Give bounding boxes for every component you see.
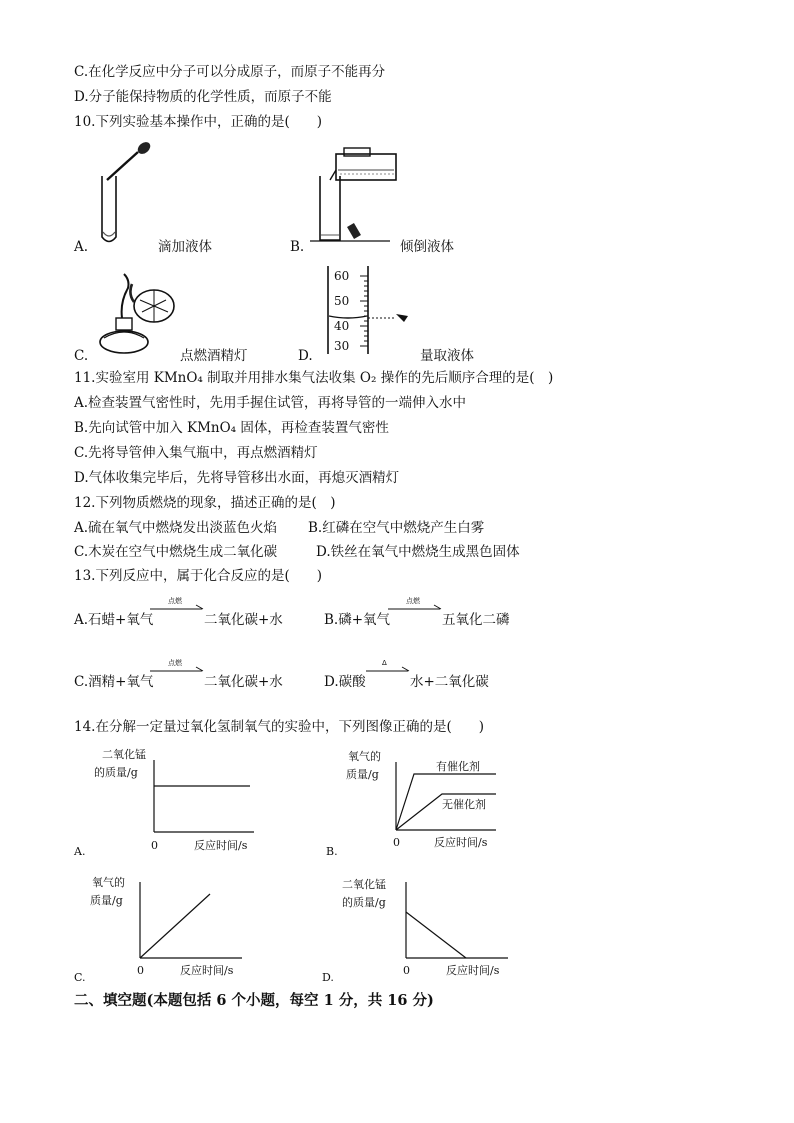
graph-a-ylabel-2: 的质量/g (94, 766, 138, 779)
graph-c-ylabel-2: 质量/g (90, 894, 123, 907)
q9-option-c: C.在化学反应中分子可以分成原子，而原子不能再分 (74, 64, 386, 80)
graph-c-xlabel: 反应时间/s (180, 964, 234, 977)
graph-d-ylabel-1: 二氧化锰 (342, 878, 386, 891)
q11-stem: 11.实验室用 KMnO₄ 制取并用排水集气法收集 O₂ 操作的先后顺序合理的是( ) (74, 370, 554, 386)
q10-a-letter: A. (74, 239, 89, 255)
graph-c-origin: 0 (137, 964, 144, 977)
q12-stem: 12.下列物质燃烧的现象，描述正确的是( ) (74, 495, 336, 511)
q10-a-text: 滴加液体 (158, 239, 212, 255)
q14-graph-d (322, 872, 522, 986)
q11-option-b: B.先向试管中加入 KMnO₄ 固体，再检查装置气密性 (74, 420, 389, 436)
graph-a-xlabel: 反应时间/s (194, 839, 248, 852)
q14-stem: 14.在分解一定量过氧化氢制氧气的实验中，下列图像正确的是( ) (74, 719, 485, 735)
q13-a-right: 二氧化碳+水 (204, 612, 283, 628)
graph-a-origin: 0 (151, 839, 158, 852)
q10-b-letter: B. (290, 239, 305, 255)
q13-d-arrow (366, 658, 412, 678)
graph-b-ylabel-2: 质量/g (346, 768, 379, 781)
q10-d-letter: D. (298, 348, 313, 364)
section-2-heading: 二、填空题(本题包括 6 个小题，每空 1 分，共 16 分) (74, 992, 434, 1009)
graph-c-ylabel-1: 氧气的 (92, 876, 125, 889)
q10-b-text: 倾倒液体 (400, 239, 454, 255)
q13-a-condition: 点燃 (168, 597, 182, 605)
q10-stem: 10.下列实验基本操作中，正确的是( ) (74, 114, 323, 130)
alcohol-lamp-image (98, 272, 182, 362)
graph-b-origin: 0 (393, 836, 400, 849)
graph-b-xlabel: 反应时间/s (434, 836, 488, 849)
q13-d-condition: Δ (382, 659, 387, 667)
graph-d-letter: D. (322, 971, 334, 984)
graph-d-ylabel-2: 的质量/g (342, 896, 386, 909)
graph-d-origin: 0 (403, 964, 410, 977)
cylinder-tick-50: 50 (334, 294, 350, 308)
q13-d-right: 水+二氧化碳 (410, 674, 489, 690)
q10-c-text: 点燃酒精灯 (180, 348, 248, 364)
q13-stem: 13.下列反应中，属于化合反应的是( ) (74, 568, 323, 584)
q14-graph-b (326, 748, 516, 860)
q14-graph-a (74, 742, 274, 862)
q13-b-condition: 点燃 (406, 597, 420, 605)
pouring-liquid-image (310, 148, 402, 248)
q10-c-letter: C. (74, 348, 89, 364)
q11-option-d: D.气体收集完毕后，先将导管移出水面，再熄灭酒精灯 (74, 470, 400, 486)
graph-b-series2-label: 无催化剂 (442, 798, 486, 811)
graph-b-letter: B. (326, 845, 338, 858)
q13-c-condition: 点燃 (168, 659, 182, 667)
q12-option-d: D.铁丝在氧气中燃烧生成黑色固体 (316, 544, 520, 560)
q14-graph-c (74, 870, 274, 986)
graph-a-ylabel-1: 二氧化锰 (102, 748, 146, 761)
q13-c-arrow (150, 658, 206, 678)
graph-d-line (406, 912, 466, 958)
q11-option-a: A.检查装置气密性时，先用手握住试管，再将导管的一端伸入水中 (74, 395, 467, 411)
q13-a-arrow (150, 596, 206, 616)
q12-option-c: C.木炭在空气中燃烧生成二氧化碳 (74, 544, 278, 560)
graph-c-letter: C. (74, 971, 86, 984)
graph-d-xlabel: 反应时间/s (446, 964, 500, 977)
cylinder-tick-30: 30 (334, 339, 350, 353)
graph-b-ylabel-1: 氧气的 (348, 750, 381, 763)
q9-option-d: D.分子能保持物质的化学性质，而原子不能 (74, 89, 332, 105)
q12-option-a: A.硫在氧气中燃烧发出淡蓝色火焰 (74, 520, 278, 536)
q13-b-arrow (388, 596, 444, 616)
q13-a-left: A.石蜡+氧气 (74, 612, 154, 628)
q13-c-left: C.酒精+氧气 (74, 674, 154, 690)
graduated-cylinder-image (326, 264, 416, 356)
q12-option-b: B.红磷在空气中燃烧产生白雾 (308, 520, 485, 536)
q11-option-c: C.先将导管伸入集气瓶中，再点燃酒精灯 (74, 445, 318, 461)
cylinder-tick-40: 40 (334, 319, 350, 333)
graph-a-letter: A. (74, 845, 86, 858)
q10-d-text: 量取液体 (420, 348, 474, 364)
q13-c-right: 二氧化碳+水 (204, 674, 283, 690)
cylinder-tick-60: 60 (334, 269, 350, 283)
q13-b-left: B.磷+氧气 (324, 612, 391, 628)
graph-b-series1-label: 有催化剂 (436, 760, 480, 773)
dropper-test-tube-image (96, 140, 156, 250)
q13-b-right: 五氧化二磷 (442, 612, 510, 628)
graph-c-line (140, 894, 210, 958)
q13-d-left: D.碳酸 (324, 674, 366, 690)
